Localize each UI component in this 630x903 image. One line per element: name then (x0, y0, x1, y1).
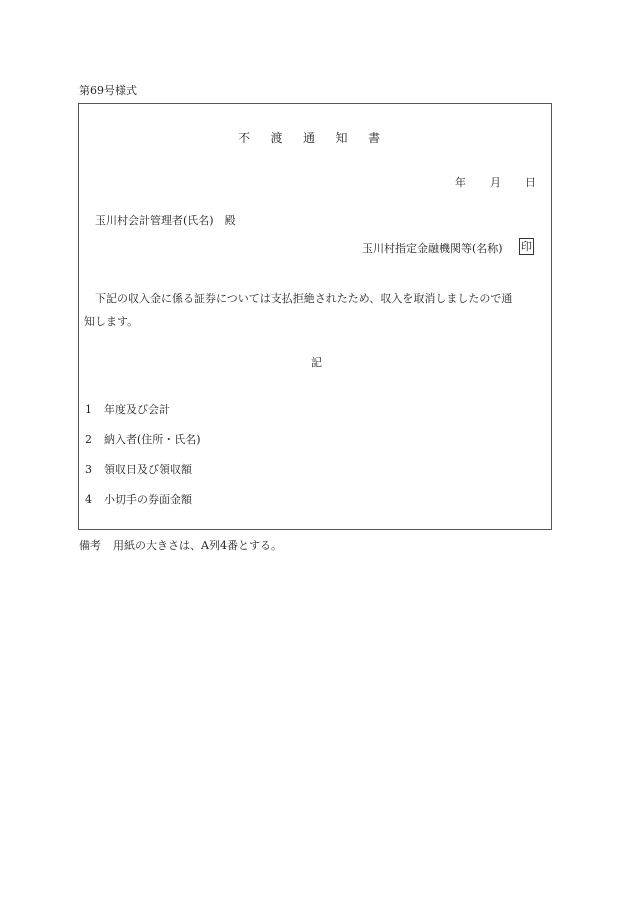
item-number: 3 (85, 463, 92, 476)
remark-text: 用紙の大きさは、A列4番とする。 (113, 539, 282, 552)
item-number: 2 (85, 433, 92, 446)
ki-heading: 記 (311, 356, 322, 369)
date-day-label: 日 (525, 176, 536, 189)
date-year-label: 年 (455, 176, 466, 189)
remark (79, 537, 282, 553)
body-text-line-1: 下記の収入金に係る証券については支払拒絶されたため、収入を取消しましたので通 (95, 292, 513, 305)
seal-stamp-box: 印 (521, 240, 532, 253)
date-month-label: 月 (490, 176, 501, 189)
remark-label: 備考 (79, 539, 101, 552)
list-item (85, 491, 192, 507)
list-item (85, 461, 192, 477)
item-label: 領収日及び領収額 (104, 463, 192, 476)
document-title: 不渡通知書 (238, 131, 401, 145)
form-number: 第69号様式 (79, 84, 137, 97)
item-label: 小切手の券面金額 (104, 493, 192, 506)
sender-name: 玉川村指定金融機関等(名称) (362, 242, 503, 255)
item-number: 1 (85, 403, 92, 416)
item-label: 納入者(住所・氏名) (104, 433, 201, 446)
item-number: 4 (85, 493, 92, 506)
item-label: 年度及び会計 (104, 403, 170, 416)
body-text-line-2: 知します。 (84, 315, 139, 328)
list-item (85, 401, 170, 417)
addressee: 玉川村会計管理者(氏名) 殿 (95, 214, 236, 227)
list-item (85, 431, 201, 447)
